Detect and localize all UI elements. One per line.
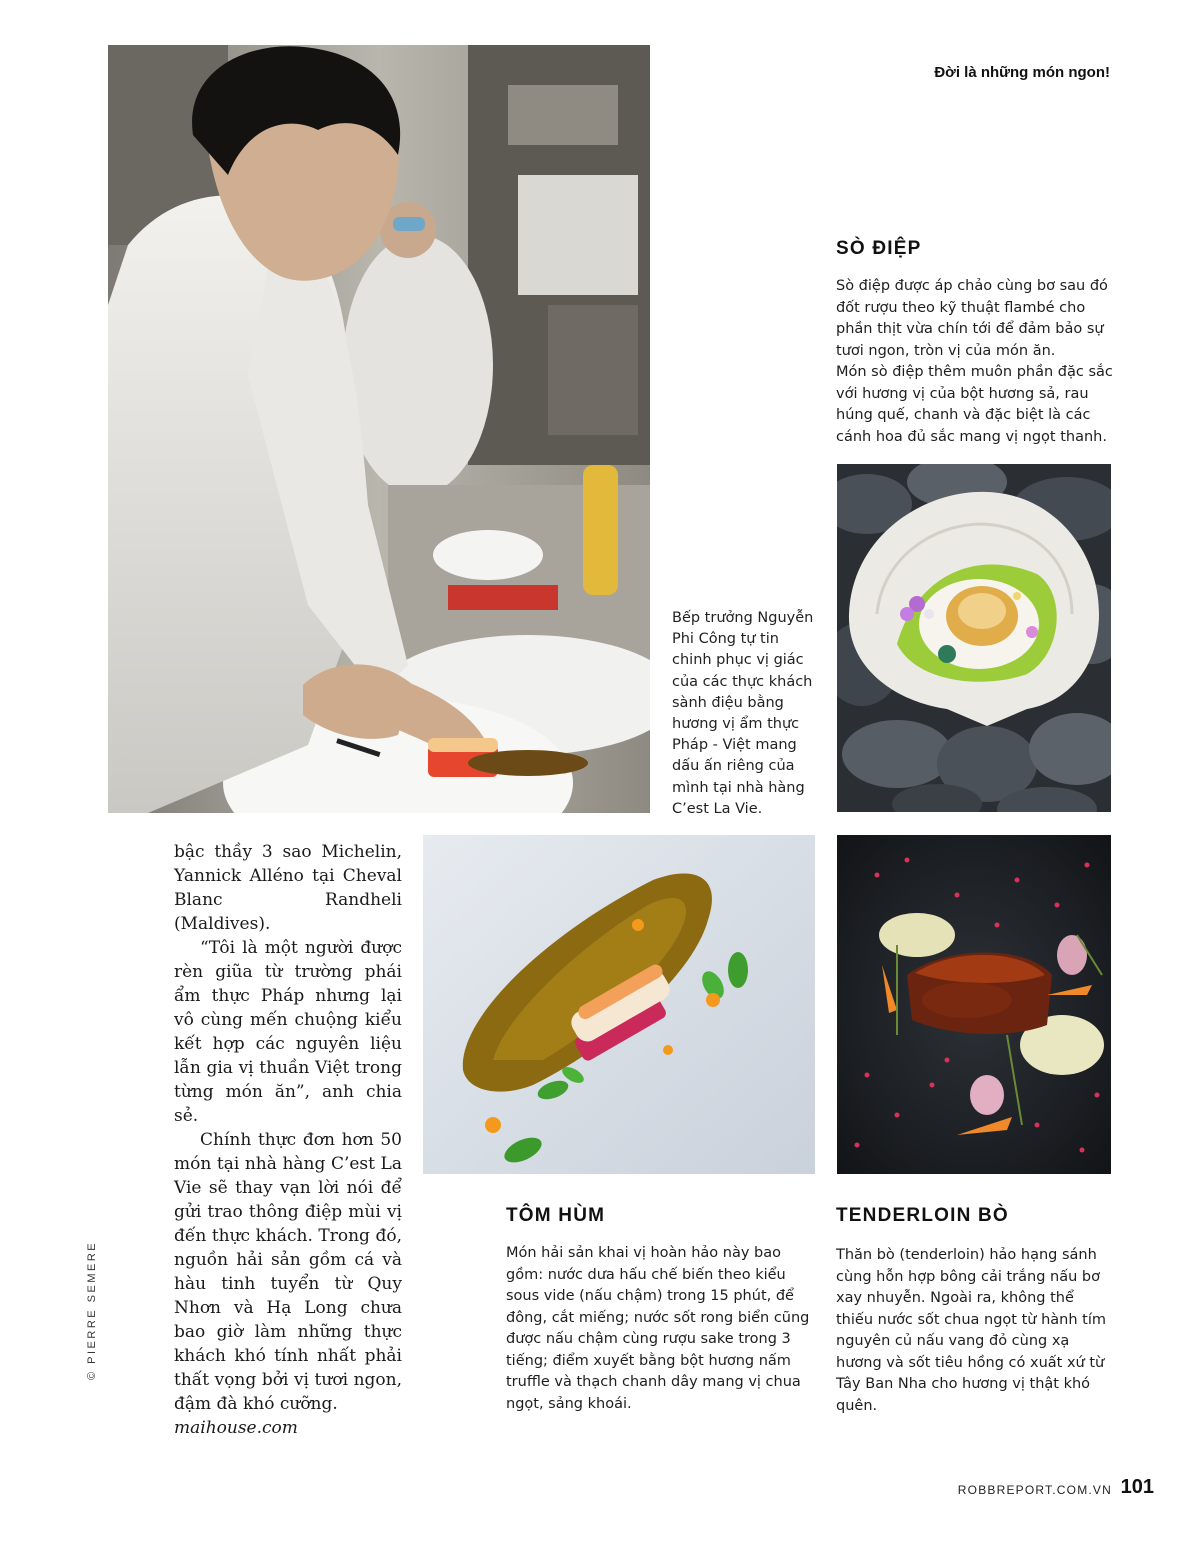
article-paragraph: “Tôi là một người được rèn giũa từ trường phái ẩm thực Pháp nhưng lại vô cùng mến chuộng kiểu kết hợp các nguyên liệu lẫn gia vị thuần Việt trong từng món ăn”, anh chia sẻ. (174, 938, 402, 1126)
footer-site: ROBBREPORT.COM.VN (957, 1483, 1112, 1497)
lobster-title: TÔM HÙM (506, 1205, 606, 1226)
beef-description: Thăn bò (tenderloin) hảo hạng sánh cùng hỗn hợp bông cải trắng nấu bơ xay nhuyễn. Ngoài ra, không thể thiếu nước sốt chua ngọt từ hành tím nguyên củ nấu vang đỏ cùng xạ hương và sốt tiêu hồng có xuất xứ từ Tây Ban Nha cho hương vị thật khó quên. (836, 1247, 1106, 1414)
chef-photo (108, 45, 650, 813)
beef-photo (837, 835, 1111, 1174)
article-column (174, 840, 402, 1440)
lobster-description: Món hải sản khai vị hoàn hảo này bao gồm: nước dưa hấu chế biến theo kiểu sous vide (nấu chậm) trong 15 phút, để đông, cắt miếng; nước sốt rong biển cũng được nấu chậm cùng rượu sake trong 3 tiếng; điểm xuyết bằng bột hương nấm truffle và thạch chanh dây mang vị chua ngọt, sảng khoái. (506, 1245, 810, 1412)
article-paragraph: Chính thực đơn hơn 50 món tại nhà hàng C’est La Vie sẽ thay vạn lời nói để gửi trao thông điệp mùi vị đến thực khách. Trong đó, nguồn hải sản gồm cá và hàu tinh tuyển từ Quy Nhơn và Hạ Long chưa bao giờ làm những thực khách khó tính nhất phải thất vọng bởi vị tươi ngon, đậm đà khó cưỡng. (174, 1130, 402, 1414)
scallop-photo (837, 464, 1111, 812)
article-paragraph: bậc thầy 3 sao Michelin, Yannick Alléno tại Cheval Blanc Randheli (Maldives). (174, 842, 402, 934)
chef-photo-caption: Bếp trưởng Nguyễn Phi Công tự tin chinh phục vị giác của các thực khách sành điệu bằng hương vị ẩm thực Pháp - Việt mang dấu ấn riêng của mình tại nhà hàng C’est La Vie. (672, 610, 814, 817)
running-title: Đời là những món ngon! (934, 64, 1110, 81)
scallop-title: SÒ ĐIỆP (836, 238, 922, 259)
scallop-description: Sò điệp được áp chảo cùng bơ sau đó đốt rượu theo kỹ thuật flambé cho phần thịt vừa chín tới để đảm bảo sự tươi ngon, tròn vị của món ăn. Món sò điệp thêm muôn phần đặc sắc với hương vị của bột hương sả, rau húng quế, chanh và đặc biệt là các cánh hoa đủ sắc mang vị ngọt thanh. (836, 278, 1113, 445)
lobster-photo (423, 835, 815, 1174)
beef-title: TENDERLOIN BÒ (836, 1205, 1009, 1226)
photo-credit: © PIERRE SEMERE (86, 1240, 98, 1380)
website-link[interactable]: maihouse.com (174, 1418, 298, 1438)
page-number: 101 (1120, 1476, 1154, 1498)
